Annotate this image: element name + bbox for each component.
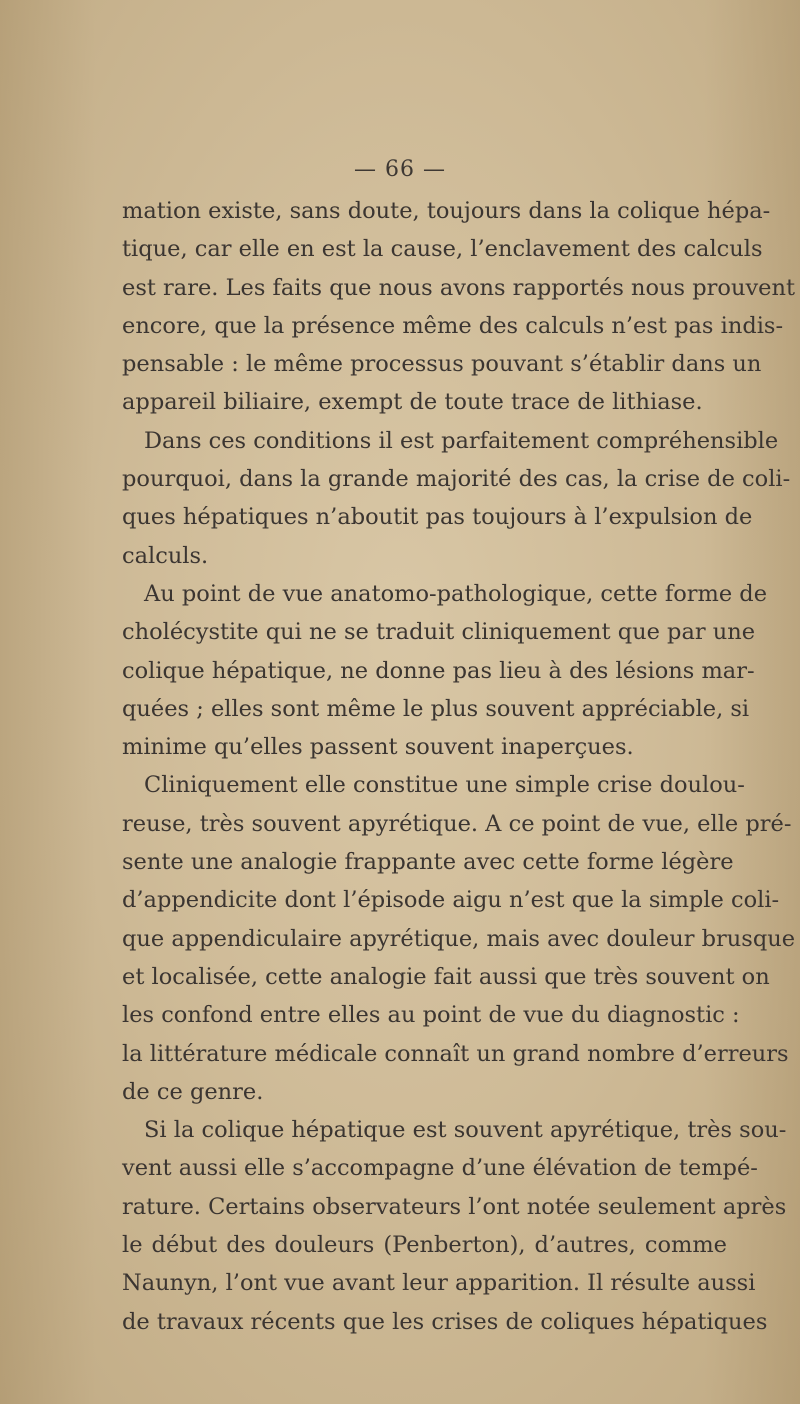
- text-line: calculs.: [122, 542, 209, 569]
- text-line: la littérature médicale connaît un grand nombre d’erreurs: [122, 1040, 789, 1067]
- text-line: tique, car elle en est la cause, l’enclavement des calculs: [122, 236, 763, 263]
- text-line: Au point de vue anatomo-pathologique, cette forme de: [144, 580, 768, 607]
- body-text: [122, 192, 796, 1341]
- text-line: Naunyn, l’ont vue avant leur apparition. Il résulte aussi: [122, 1270, 756, 1297]
- text-line: cholécystite qui ne se traduit cliniquement que par une: [122, 619, 756, 646]
- text-line: encore, que la présence même des calculs n’est pas indis-: [122, 312, 784, 339]
- page-number: — 66 —: [354, 157, 446, 182]
- text-line: Dans ces conditions il est parfaitement compréhensible: [144, 427, 779, 454]
- text-line: pensable : le même processus pouvant s’établir dans un: [122, 351, 762, 378]
- text-line: de ce genre.: [122, 1078, 264, 1105]
- text-line: d’appendicite dont l’épisode aigu n’est que la simple coli-: [122, 887, 780, 914]
- text-line: Si la colique hépatique est souvent apyrétique, très sou-: [144, 1117, 787, 1144]
- text-line: reuse, très souvent apyrétique. A ce point de vue, elle pré-: [122, 810, 792, 837]
- text-line: de travaux récents que les crises de coliques hépatiques: [122, 1308, 768, 1335]
- text-line: ques hépatiques n’aboutit pas toujours à l’expulsion de: [122, 504, 753, 531]
- text-line: sente une analogie frappante avec cette forme légère: [122, 849, 734, 876]
- text-line: le début des douleurs (Penberton), d’autres, comme: [122, 1232, 727, 1259]
- text-line: quées ; elles sont même le plus souvent appréciable, si: [122, 695, 750, 722]
- text-line: et localisée, cette analogie fait aussi que très souvent on: [122, 963, 770, 990]
- text-line: vent aussi elle s’accompagne d’une élévation de tempé-: [122, 1155, 758, 1182]
- text-line: pourquoi, dans la grande majorité des cas, la crise de coli-: [122, 466, 791, 493]
- text-line: minime qu’elles passent souvent inaperçues.: [122, 734, 634, 761]
- text-line: appareil biliaire, exempt de toute trace de lithiase.: [122, 389, 703, 416]
- text-line: mation existe, sans doute, toujours dans la colique hépa-: [122, 198, 771, 224]
- text-line: est rare. Les faits que nous avons rapportés nous prouvent: [122, 274, 796, 301]
- text-line: colique hépatique, ne donne pas lieu à des lésions mar-: [122, 657, 755, 684]
- text-line: les confond entre elles au point de vue du diagnostic :: [122, 1002, 740, 1029]
- text-line: rature. Certains observateurs l’ont notée seulement après: [122, 1193, 787, 1220]
- text-line: que appendiculaire apyrétique, mais avec douleur brusque: [122, 925, 796, 952]
- text-line: Cliniquement elle constitue une simple crise doulou-: [144, 772, 745, 799]
